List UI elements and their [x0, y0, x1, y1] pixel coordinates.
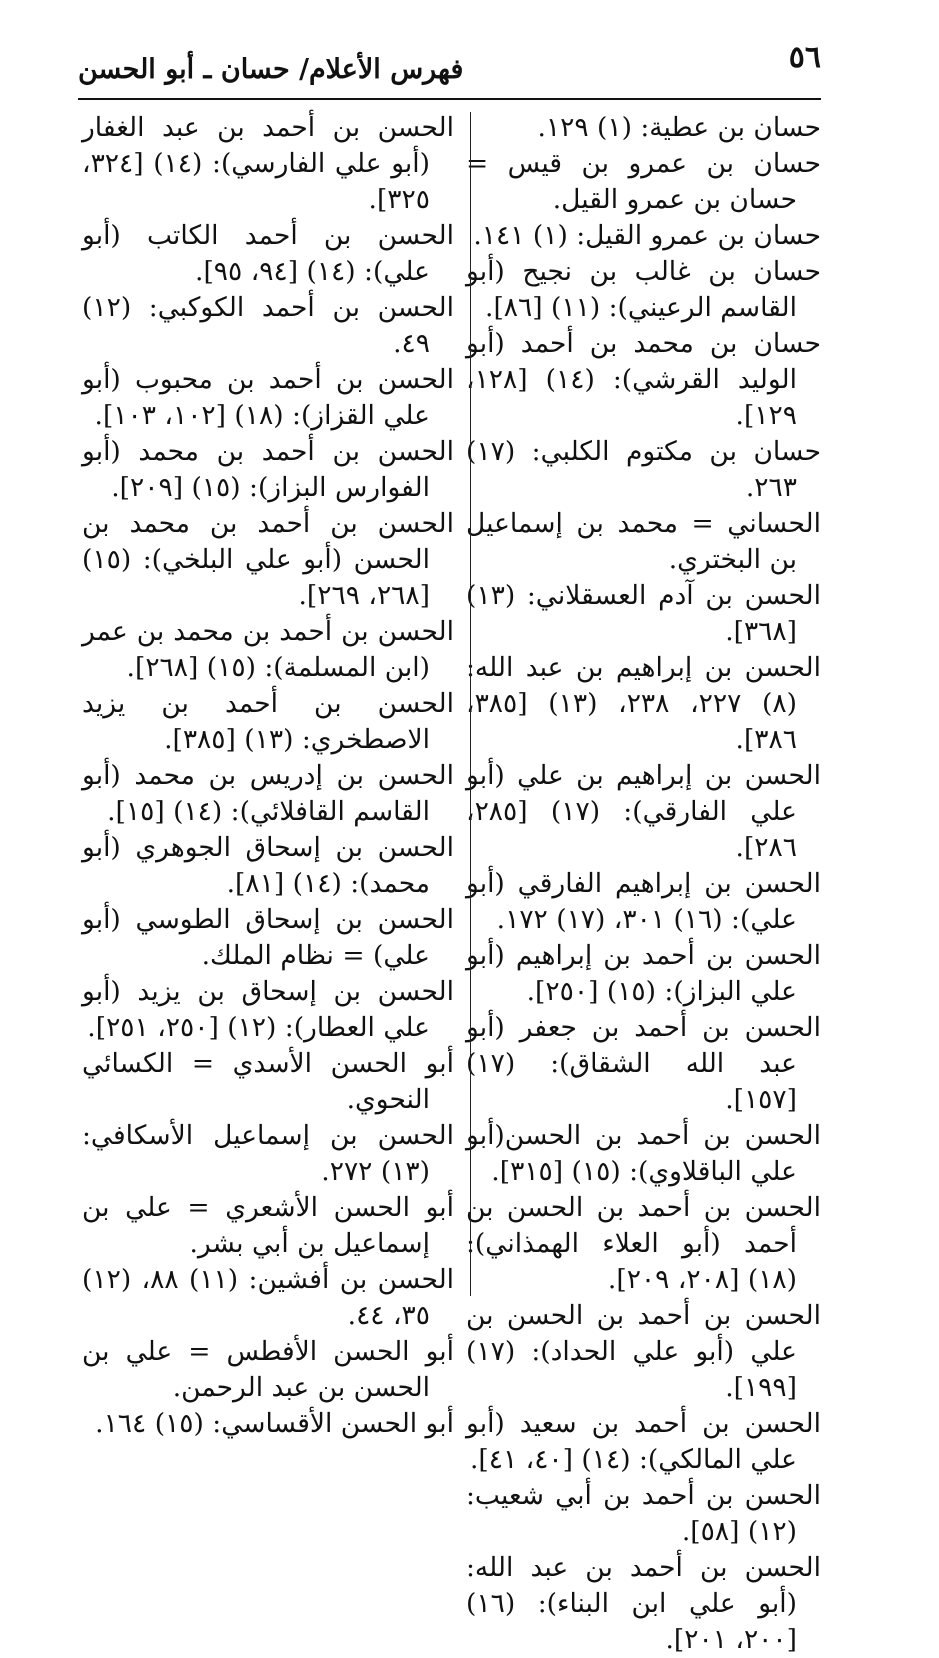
- header-rule: [78, 98, 821, 100]
- index-entry: الحسن بن أحمد بن محمد (أبو الفوارس البزاز): (١٥) [٢٠٩].: [82, 436, 454, 503]
- index-entry: الحسن بن أحمد بن محبوب (أبو علي القزاز): (١٨) [١٠٢، ١٠٣].: [82, 364, 454, 431]
- index-entry: الحسن بن إسحاق الجوهري (أبو محمد): (١٤) [٨١].: [82, 832, 454, 899]
- index-entry: الحسن بن آدم العسقلاني: (١٣) [٣٦٨].: [466, 580, 821, 647]
- index-entry: حسان بن عمرو القيل: (١) ١٤١.: [473, 220, 821, 251]
- index-entry: الحسن بن أحمد بن الحسن(أبو علي الباقلاوي): (١٥) [٣١٥].: [466, 1120, 821, 1187]
- index-entry: الحسن بن إسماعيل الأسكافي: (١٣) ٢٧٢.: [82, 1120, 454, 1187]
- index-entry: الحسن بن أحمد بن الحسن بن أحمد (أبو العلاء الهمذاني): (١٨) [٢٠٨، ٢٠٩].: [466, 1192, 821, 1295]
- index-entry: الحسن بن أحمد بن جعفر (أبو عبد الله الشقاق): (١٧) [١٥٧].: [466, 1012, 821, 1115]
- index-column-left: [82, 110, 454, 1442]
- index-entry: الحسن بن أحمد بن أبي شعيب: (١٢) [٥٨].: [466, 1480, 821, 1547]
- page-number: ٥٦: [788, 40, 821, 75]
- index-entry: الحسن بن أحمد بن عبد الغفار (أبو علي الفارسي): (١٤) [٣٢٤، ٣٢٥].: [82, 112, 454, 215]
- index-entry: الحسن بن إبراهيم بن علي (أبو علي الفارقي): (١٧) [٢٨٥، ٢٨٦].: [466, 760, 821, 863]
- index-entry: أبو الحسن الأقساسي: (١٥) ١٦٤.: [95, 1408, 454, 1439]
- index-column-right: [466, 110, 821, 1658]
- index-entry: أبو الحسن الأسدي = الكسائي النحوي.: [82, 1048, 454, 1115]
- index-entry: أبو الحسن الأشعري = علي بن إسماعيل بن أبي بشر.: [82, 1192, 454, 1259]
- index-entry: الحسن بن إدريس بن محمد (أبو القاسم القافلائي): (١٤) [١٥].: [82, 760, 454, 827]
- index-entry: الحسن بن أحمد الكاتب (أبو علي): (١٤) [٩٤، ٩٥].: [82, 220, 454, 287]
- index-entry: الحسن بن أحمد بن عبد الله: (أبو علي ابن البناء): (١٦) [٢٠٠، ٢٠١].: [466, 1552, 821, 1655]
- index-entry: حسان بن غالب بن نجيح (أبو القاسم الرعيني): (١١) [٨٦].: [466, 256, 821, 323]
- index-entry: أبو الحسن الأفطس = علي بن الحسن بن عبد الرحمن.: [82, 1336, 454, 1403]
- column-divider: [470, 112, 471, 1296]
- index-entry: الحسن بن إبراهيم الفارقي (أبو علي): (١٦) ٣٠١، (١٧) ١٧٢.: [466, 868, 821, 935]
- index-entry: الحسن بن أحمد بن محمد بن الحسن (أبو علي البلخي): (١٥) [٢٦٨، ٢٦٩].: [82, 508, 454, 611]
- index-entry: الحسن بن إسحاق بن يزيد (أبو علي العطار): (١٢) [٢٥٠، ٢٥١].: [82, 976, 454, 1043]
- index-entry: الحسن بن إبراهيم بن عبد الله: (٨) ٢٢٧، ٢٣٨، (١٣) [٣٨٥، ٣٨٦].: [466, 652, 821, 755]
- index-entry: حسان بن محمد بن أحمد (أبو الوليد القرشي): (١٤) [١٢٨، ١٢٩].: [466, 328, 821, 431]
- page-header: [78, 38, 821, 96]
- index-entry: الحسن بن أحمد بن الحسن بن علي (أبو علي الحداد): (١٧) [١٩٩].: [466, 1300, 821, 1403]
- index-entry: الحسن بن أحمد الكوكبي: (١٢) ٤٩.: [82, 292, 454, 359]
- index-entry: حسان بن عطية: (١) ١٢٩.: [537, 112, 821, 143]
- index-entry: الحسن بن أحمد بن إبراهيم (أبو علي البزاز): (١٥) [٢٥٠].: [466, 940, 821, 1007]
- index-entry: الحسن بن إسحاق الطوسي (أبو علي) = نظام الملك.: [82, 904, 454, 971]
- index-entry: الحسن بن أفشين: (١١) ٨٨، (١٢) ٣٥، ٤٤.: [82, 1264, 455, 1331]
- index-entry: الحسن بن أحمد بن يزيد الاصطخري: (١٣) [٣٨٥].: [82, 688, 454, 755]
- index-entry: حسان بن مكتوم الكلبي: (١٧) ٢٦٣.: [466, 436, 821, 503]
- index-entry: الحسن بن أحمد بن سعيد (أبو علي المالكي): (١٤) [٤٠، ٤١].: [466, 1408, 821, 1475]
- index-entry: حسان بن عمرو بن قيس = حسان بن عمرو القيل.: [466, 148, 821, 215]
- index-entry: الحسن بن أحمد بن محمد بن عمر (ابن المسلمة): (١٥) [٢٦٨].: [82, 616, 454, 683]
- running-title: فهرس الأعلام/ حسان ـ أبو الحسن: [78, 54, 464, 85]
- index-entry: الحساني = محمد بن إسماعيل بن البختري.: [466, 508, 821, 575]
